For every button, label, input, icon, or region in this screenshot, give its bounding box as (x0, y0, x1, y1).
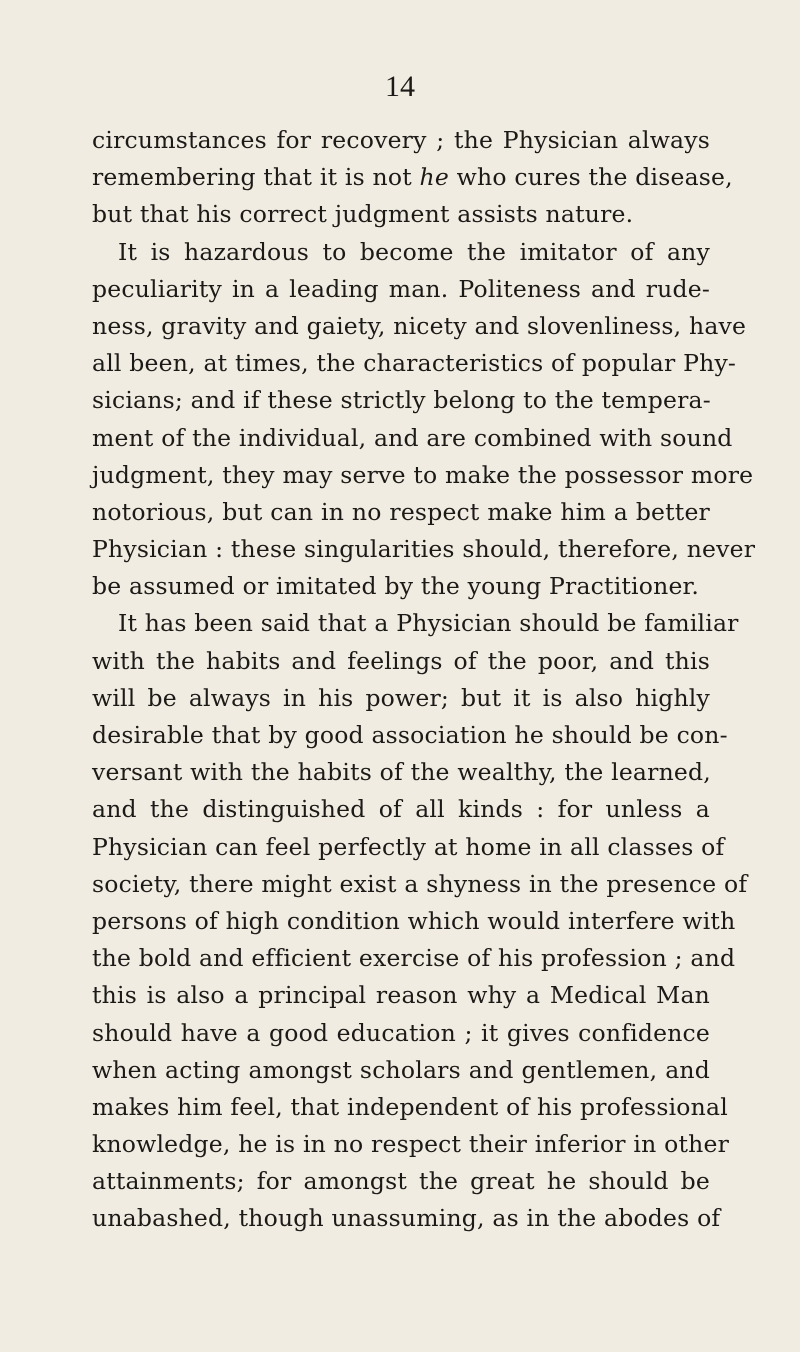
text-line: when acting amongst scholars and gentlemen, and (92, 1055, 710, 1084)
paragraph-start-line: It is hazardous to become the imitator of any (118, 237, 710, 266)
text-line: Physician : these singularities should, therefore, never (92, 535, 756, 564)
text-line: should have a good education ; it gives confidence (92, 1018, 710, 1047)
text-line: society, there might exist a shyness in the presence of (92, 869, 748, 898)
text-segment: who cures the disease, (456, 163, 733, 192)
text-line: knowledge, he is in no respect their inferior in other (92, 1130, 730, 1159)
text-line: versant with the habits of the wealthy, the learned, (92, 758, 711, 787)
text-line: sicians; and if these strictly belong to the tempera- (92, 386, 711, 415)
body-text (92, 122, 756, 1238)
text-line: circumstances for recovery ; the Physician always (92, 126, 710, 154)
page-number: 14 (385, 70, 415, 103)
text-line: peculiarity in a leading man. Politeness and rude- (92, 274, 710, 303)
text-line: notorious, but can in no respect make him a better (92, 497, 710, 526)
text-line: and the distinguished of all kinds : for unless a (92, 795, 710, 824)
text-line (92, 159, 733, 196)
text-line: judgment, they may serve to make the possessor more (92, 460, 754, 489)
italic-emphasis: he (419, 163, 449, 192)
text-line: all been, at times, the characteristics of popular Phy- (92, 349, 737, 378)
text-line: attainments; for amongst the great he should be (92, 1167, 710, 1196)
text-line: makes him feel, that independent of his professional (92, 1092, 728, 1121)
text-segment: remembering that it is not (92, 163, 412, 192)
text-line: this is also a principal reason why a Medical Man (92, 981, 710, 1010)
text-line: with the habits and feelings of the poor, and this (92, 646, 710, 675)
text-line: unabashed, though unassuming, as in the abodes of (92, 1204, 721, 1233)
text-line: ness, gravity and gaiety, nicety and slovenliness, have (92, 311, 747, 340)
text-line: Physician can feel perfectly at home in all classes of (92, 832, 725, 861)
text-line: ment of the individual, and are combined with sound (92, 423, 733, 452)
text-line: be assumed or imitated by the young Practitioner. (92, 572, 700, 601)
text-line: but that his correct judgment assists nature. (92, 200, 634, 229)
text-line: the bold and efficient exercise of his profession ; and (92, 944, 736, 973)
text-line: persons of high condition which would interfere with (92, 906, 736, 935)
text-line: will be always in his power; but it is also highly (92, 683, 710, 712)
text-line: desirable that by good association he should be con- (92, 721, 728, 749)
paragraph-start-line: It has been said that a Physician should be familiar (118, 609, 739, 638)
